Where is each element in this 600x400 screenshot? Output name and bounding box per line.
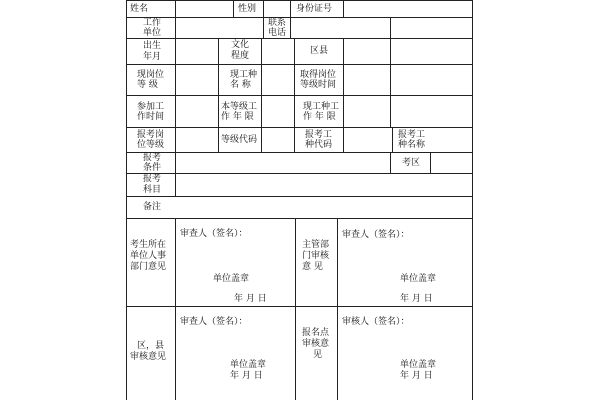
auditor-signature-2: 审核人（签名）：	[342, 317, 410, 327]
exam-area-input[interactable]	[431, 154, 472, 173]
label-unit-hr-3: 部门意见	[130, 262, 167, 272]
grid-line	[126, 306, 473, 307]
label-years-level-2: 作 年 限	[221, 112, 254, 122]
auditor-signature: 审查人（签名）：	[180, 317, 248, 327]
date-ymd-3: 年 月 日	[230, 371, 263, 381]
label-work-start-1: 参加工	[137, 102, 165, 112]
grid-line	[390, 152, 391, 173]
grid-line	[343, 38, 344, 153]
label-trade-name-2: 种名称	[398, 140, 426, 150]
label-district-review-2: 审核意见	[130, 352, 167, 362]
unit-seal: 单位盖章	[213, 274, 250, 284]
label-exam-site-3: 见	[313, 350, 323, 360]
label-level-time-1: 取得岗位	[300, 70, 337, 80]
date-ymd: 年 月 日	[234, 294, 267, 304]
unit-seal-4: 单位盖章	[400, 360, 437, 370]
label-name: 姓名	[130, 4, 149, 14]
label-work-unit-2: 单位	[143, 28, 162, 38]
grid-line	[126, 218, 473, 219]
contact-phone-input[interactable]	[291, 18, 389, 38]
label-supervisor-2: 门审核	[302, 251, 330, 261]
grid-line	[126, 127, 473, 128]
grid-line	[175, 218, 176, 400]
label-work-unit-1: 工作	[143, 18, 162, 28]
grid-line	[126, 95, 473, 96]
label-contact-phone-1: 联系	[268, 18, 287, 28]
label-contact-phone-2: 电话	[268, 28, 287, 38]
remarks-input[interactable]	[176, 197, 472, 218]
label-gender: 性别	[238, 4, 257, 14]
label-trade-code-1: 报考工	[305, 130, 333, 140]
grid-line	[233, 0, 234, 17]
label-subjects-1: 报考	[143, 174, 162, 184]
grid-line	[126, 64, 473, 65]
date-ymd-2: 年 月 日	[400, 294, 433, 304]
label-trade-name-1: 报考工	[398, 130, 426, 140]
label-exam-site-1: 报名点	[302, 328, 330, 338]
label-education-2: 程度	[231, 51, 250, 61]
label-exam-area: 考区	[402, 158, 421, 168]
grid-line	[390, 17, 391, 127]
label-years-trade-1: 现工种工	[303, 102, 340, 112]
unit-seal-3: 单位盖章	[230, 360, 267, 370]
conditions-input[interactable]	[176, 154, 389, 173]
label-work-start-2: 作时间	[137, 112, 165, 122]
label-supervisor-1: 主管部	[302, 240, 330, 250]
label-unit-hr-2: 单位人事	[130, 251, 167, 261]
label-level-time-2: 等级时间	[300, 80, 337, 90]
grid-line	[126, 152, 473, 153]
grid-line	[392, 127, 393, 153]
label-id-number: 身份证号	[296, 4, 333, 14]
date-ymd-4: 年 月 日	[400, 371, 433, 381]
label-education-1: 文化	[231, 40, 250, 50]
label-supervisor-3: 意 见	[302, 262, 323, 272]
label-level-code: 等级代码	[221, 135, 258, 145]
work-unit-input[interactable]	[176, 18, 262, 38]
label-current-trade-2: 名 称	[230, 80, 251, 90]
label-current-post-2: 等 级	[137, 80, 158, 90]
unit-seal-2: 单位盖章	[400, 274, 437, 284]
grid-line	[294, 38, 295, 153]
name-input[interactable]	[176, 1, 232, 17]
subjects-input[interactable]	[176, 174, 472, 196]
grid-line	[295, 218, 296, 400]
gender-input[interactable]	[264, 1, 290, 17]
label-birth-2: 年月	[143, 52, 162, 62]
label-trade-code-2: 种代码	[305, 140, 333, 150]
label-applied-post-1: 报考岗	[137, 130, 165, 140]
grid-line	[261, 38, 262, 153]
label-district-review-1: 区，县	[137, 341, 165, 351]
label-years-level-1: 本等级工	[221, 102, 258, 112]
label-remarks-text: 备注	[143, 202, 162, 212]
label-exam-site-2: 审核意	[302, 339, 330, 349]
label-subjects-2: 科目	[143, 185, 162, 195]
label-unit-hr-1: 考生所在	[130, 240, 167, 250]
label-district: 区县	[310, 46, 329, 56]
grid-line	[472, 0, 473, 400]
label-birth-1: 出生	[143, 41, 162, 51]
grid-line	[337, 218, 338, 400]
reviewer-signature-2: 审查人（签名）：	[342, 230, 410, 240]
label-conditions-1: 报考	[143, 153, 162, 163]
grid-line	[126, 38, 473, 39]
id-number-input[interactable]	[344, 1, 472, 17]
label-conditions-2: 条件	[143, 163, 162, 173]
label-years-trade-2: 作 年 限	[303, 112, 336, 122]
grid-line	[126, 0, 127, 400]
label-current-post-1: 现岗位	[137, 70, 165, 80]
grid-line	[218, 38, 219, 153]
label-current-trade-1: 现工种	[230, 70, 258, 80]
label-applied-post-2: 位等级	[137, 140, 165, 150]
reviewer-signature: 审查人（签名）：	[180, 229, 248, 239]
